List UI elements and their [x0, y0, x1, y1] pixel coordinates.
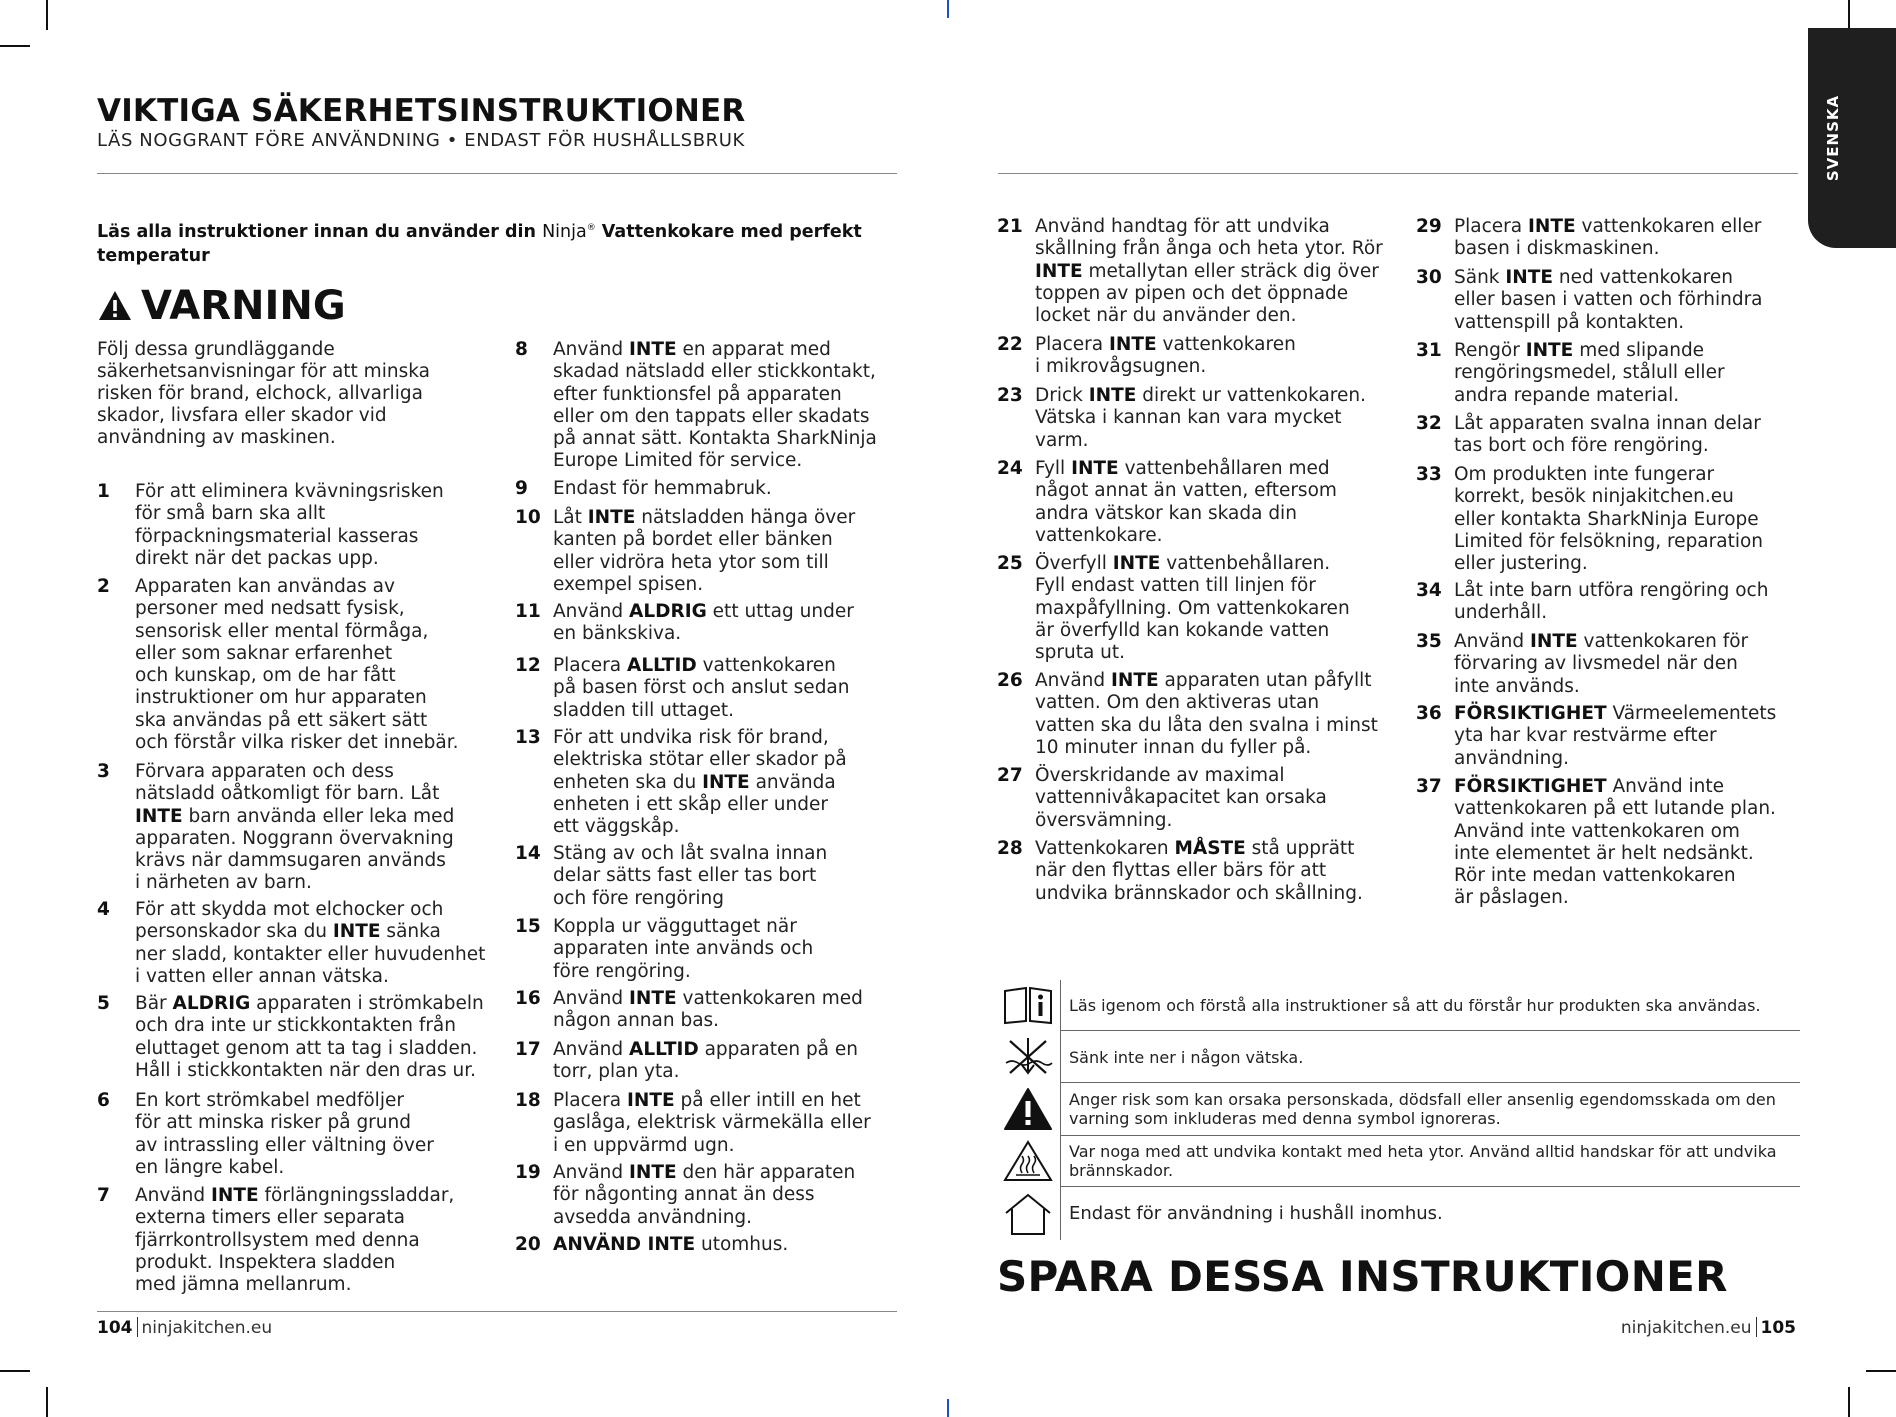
- instruction-text: Använd INTE vattenkokaren för förvaring av livsmedel när den inte används.: [1454, 631, 1749, 697]
- symbol-row: [998, 1137, 1800, 1185]
- instruction-text: För att skydda mot elchocker och personskador ska du INTE sänka ner sladd, kontakter eller huvudenhet i vatten eller annan vätska.: [135, 899, 486, 987]
- instruction-item: [515, 478, 935, 500]
- instruction-number: 11: [515, 601, 541, 622]
- symbol-table-divider: [1060, 1030, 1800, 1031]
- page-title: VIKTIGA SÄKERHETSINSTRUKTIONER: [97, 93, 746, 129]
- save-instructions-heading: SPARA DESSA INSTRUKTIONER: [997, 1252, 1728, 1301]
- instruction-item: [1416, 631, 1836, 698]
- instruction-text: Endast för hemmabruk.: [553, 478, 772, 499]
- instruction-number: 29: [1416, 216, 1442, 237]
- instruction-item: [997, 334, 1417, 379]
- instruction-text: Om produkten inte fungerar korrekt, besök ninjakitchen.eu eller kontakta SharkNinja Europe Limited för felsökning, reparation eller justering.: [1454, 464, 1764, 575]
- instruction-text: ANVÄND INTE utomhus.: [553, 1234, 789, 1255]
- instruction-number: 15: [515, 916, 541, 937]
- instruction-text: Placera ALLTID vattenkokaren på basen först och anslut sedan sladden till uttaget.: [553, 655, 850, 721]
- instruction-item: [1416, 580, 1836, 625]
- instruction-item: [97, 899, 537, 988]
- instruction-text: Låt inte barn utföra rengöring och underhåll.: [1454, 580, 1769, 624]
- instruction-number: 4: [97, 899, 110, 920]
- instruction-text: Bär ALDRIG apparaten i strömkabeln och dra inte ur stickkontakten från eluttaget genom att ta tag i sladden. Håll i stickkontakten när den dras ur.: [135, 993, 484, 1081]
- instruction-item: [997, 553, 1417, 664]
- symbol-row: [998, 1188, 1800, 1240]
- instruction-number: 31: [1416, 340, 1442, 361]
- footer-left: [97, 1317, 272, 1338]
- symbol-description: Endast för användning i hushåll inomhus.: [1069, 1203, 1443, 1224]
- instruction-number: 9: [515, 478, 528, 499]
- instruction-text: Låt INTE nätsladden hänga över kanten på bordet eller bänken eller vidröra heta ytor som till exempel spisen.: [553, 507, 856, 595]
- instruction-text: FÖRSIKTIGHET Värmeelementets yta har kvar restvärme efter användning.: [1454, 703, 1777, 769]
- instruction-number: 33: [1416, 464, 1442, 485]
- instruction-item: [97, 993, 537, 1082]
- instruction-number: 16: [515, 988, 541, 1009]
- instruction-text: Använd INTE förlängningssladdar, externa timers eller separata fjärrkontrollsystem med denna produkt. Inspektera sladden med jämna mellanrum.: [135, 1185, 455, 1296]
- page-subtitle: LÄS NOGGRANT FÖRE ANVÄNDNING • ENDAST FÖR HUSHÅLLSBRUK: [97, 130, 745, 151]
- instruction-text: Koppla ur vägguttaget när apparaten inte används och före rengöring.: [553, 916, 814, 982]
- instruction-item: [997, 458, 1417, 547]
- instruction-item: [515, 988, 935, 1033]
- instruction-number: 36: [1416, 703, 1442, 724]
- instruction-number: 8: [515, 339, 528, 360]
- divider: [998, 173, 1798, 174]
- instruction-text: Rengör INTE med slipande rengöringsmedel, stålull eller andra repande material.: [1454, 340, 1725, 406]
- instruction-text: FÖRSIKTIGHET Använd inte vattenkokaren på ett lutande plan. Använd inte vattenkokaren om inte elementet är helt nedsänkt. Rör inte medan vattenkokaren är påslagen.: [1454, 776, 1776, 909]
- instruction-item: [997, 216, 1417, 327]
- instruction-text: Placera INTE vattenkokaren eller basen i diskmaskinen.: [1454, 216, 1762, 260]
- instruction-number: 20: [515, 1234, 541, 1255]
- instruction-item: [515, 1234, 935, 1256]
- instruction-text: Sänk INTE ned vattenkokaren eller basen i vatten och förhindra vattenspill på kontakten.: [1454, 267, 1763, 333]
- instruction-number: 12: [515, 655, 541, 676]
- instruction-number: 3: [97, 761, 110, 782]
- instruction-number: 24: [997, 458, 1023, 479]
- symbol-row: [998, 1033, 1800, 1081]
- instruction-text: Överskridande av maximal vattennivåkapacitet kan orsaka översvämning.: [1035, 765, 1327, 831]
- instruction-number: 30: [1416, 267, 1442, 288]
- instruction-number: 1: [97, 481, 110, 502]
- symbol-description: Anger risk som kan orsaka personskada, dödsfall eller ansenlig egendomsskada om den varning som inkluderas med denna symbol ignoreras.: [1069, 1090, 1776, 1128]
- instruction-number: 26: [997, 670, 1023, 691]
- instruction-item: [515, 1162, 935, 1229]
- instruction-item: [97, 481, 537, 570]
- instruction-text: Låt apparaten svalna innan delar tas bort och före rengöring.: [1454, 413, 1761, 457]
- instruction-item: [515, 916, 935, 983]
- footer-website: ninjakitchen.eu: [1620, 1318, 1752, 1338]
- instruction-item: [97, 1090, 537, 1179]
- warning-triangle-icon: [97, 289, 133, 323]
- instruction-number: 10: [515, 507, 541, 528]
- symbol-row: [998, 1085, 1800, 1133]
- instruction-text: Använd ALDRIG ett uttag under en bänkskiva.: [553, 601, 854, 645]
- symbol-description: Var noga med att undvika kontakt med heta ytor. Använd alltid handskar för att undvika brännskador.: [1069, 1142, 1777, 1180]
- page-number: 104: [97, 1318, 133, 1338]
- instruction-item: [515, 727, 935, 838]
- instruction-text: Förvara apparaten och dess nätsladd oåtkomligt för barn. Låt INTE barn använda eller leka med apparaten. Noggrann övervakning krävs när dammsugaren används i närheten av barn.: [135, 761, 455, 894]
- crop-mark: [46, 0, 48, 30]
- instruction-number: 6: [97, 1090, 110, 1111]
- symbol-description: Sänk inte ner i någon vätska.: [1069, 1048, 1304, 1067]
- instruction-item: [1416, 464, 1836, 575]
- instruction-item: [1416, 413, 1836, 458]
- instruction-number: 22: [997, 334, 1023, 355]
- symbol-description: Läs igenom och förstå alla instruktioner så att du förstår hur produkten ska användas.: [1069, 996, 1761, 1015]
- center-fold-mark: [947, 0, 949, 18]
- instruction-text: Placera INTE på eller intill en het gaslåga, elektrisk värmekälla eller i en uppvärmd ugn.: [553, 1090, 871, 1156]
- crop-mark: [1866, 1370, 1896, 1372]
- instruction-number: 34: [1416, 580, 1442, 601]
- center-fold-mark: [947, 1399, 949, 1417]
- instruction-text: För att undvika risk för brand, elektriska stötar eller skador på enheten ska du INTE använda enheten i ett skåp eller under ett väggskåp.: [553, 727, 847, 838]
- instruction-text: Använd INTE den här apparaten för någonting annat än dess avsedda användning.: [553, 1162, 856, 1228]
- instruction-item: [515, 507, 935, 596]
- instruction-number: 21: [997, 216, 1023, 237]
- page-number: 105: [1760, 1318, 1796, 1338]
- divider: [97, 173, 897, 174]
- instruction-item: [997, 765, 1417, 832]
- instruction-item: [515, 655, 935, 722]
- instruction-number: 27: [997, 765, 1023, 786]
- instruction-number: 25: [997, 553, 1023, 574]
- hot-surface-icon: [1002, 1139, 1054, 1183]
- instruction-text: Stäng av och låt svalna innan delar sätts fast eller tas bort och före rengöring: [553, 843, 828, 909]
- instruction-number: 2: [97, 576, 110, 597]
- instruction-number: 32: [1416, 413, 1442, 434]
- symbol-table-divider: [1060, 1186, 1800, 1187]
- instruction-item: [1416, 776, 1836, 910]
- intro-text: Läs alla instruktioner innan du använder din Ninja® Vattenkokare med perfekt temperatur: [97, 221, 862, 266]
- instruction-item: [97, 576, 537, 754]
- instruction-number: 19: [515, 1162, 541, 1183]
- instruction-number: 14: [515, 843, 541, 864]
- crop-mark: [1848, 1387, 1850, 1417]
- instruction-number: 28: [997, 838, 1023, 859]
- instruction-item: [1416, 267, 1836, 334]
- symbol-table-divider: [1060, 1082, 1800, 1083]
- symbol-row: [998, 982, 1800, 1028]
- instruction-text: Använd INTE en apparat med skadad nätsladd eller stickkontakt, efter funktionsfel på apparaten eller om den tappats eller skadats på annat sätt. Kontakta SharkNinja Europe Limited för service.: [553, 339, 877, 472]
- instruction-text: Drick INTE direkt ur vattenkokaren. Vätska i kannan kan vara mycket varm.: [1035, 385, 1366, 451]
- read-manual-icon: [1002, 985, 1054, 1025]
- footer-website: ninjakitchen.eu: [141, 1318, 273, 1338]
- crop-mark: [0, 1370, 30, 1372]
- crop-mark: [0, 45, 30, 47]
- instruction-text: För att eliminera kvävningsrisken för små barn ska allt förpackningsmaterial kasseras direkt när det packas upp.: [135, 481, 444, 569]
- symbol-table-divider: [1060, 1135, 1800, 1136]
- instruction-text: Använd handtag för att undvika skållning från ånga och heta ytor. Rör INTE metallytan eller sträck dig över toppen av pipen och det öppnade locket när du använder den.: [1035, 216, 1383, 327]
- instruction-item: [515, 601, 935, 646]
- instruction-number: 5: [97, 993, 110, 1014]
- instruction-item: [515, 1039, 935, 1084]
- instruction-text: Fyll INTE vattenbehållaren med något annat än vatten, eftersom andra vätskor kan skada din vattenkokare.: [1035, 458, 1337, 546]
- instruction-number: 23: [997, 385, 1023, 406]
- instruction-number: 37: [1416, 776, 1442, 797]
- instruction-item: [515, 339, 935, 473]
- instruction-item: [997, 670, 1417, 759]
- instruction-number: 7: [97, 1185, 110, 1206]
- instruction-text: En kort strömkabel medföljer för att minska risker på grund av intrassling eller vältning över en längre kabel.: [135, 1090, 434, 1178]
- warning-paragraph: Följ dessa grundläggande säkerhetsanvisningar för att minska risken för brand, elchock, allvarliga skador, livsfara eller skador vid användning av maskinen.: [97, 339, 430, 448]
- instruction-number: 18: [515, 1090, 541, 1111]
- instruction-number: 35: [1416, 631, 1442, 652]
- household-indoor-icon: [1002, 1191, 1054, 1237]
- instruction-item: [515, 843, 935, 910]
- instruction-item: [997, 385, 1417, 452]
- instruction-text: Använd ALLTID apparaten på en torr, plan yta.: [553, 1039, 859, 1083]
- instruction-text: Placera INTE vattenkokaren i mikrovågsugnen.: [1035, 334, 1296, 378]
- warning-heading: VARNING: [97, 283, 346, 329]
- instruction-item: [97, 1185, 537, 1296]
- instruction-item: [1416, 340, 1836, 407]
- instruction-text: Överfyll INTE vattenbehållaren. Fyll endast vatten till linjen för maxpåfyllning. Om vattenkokaren är överfylld kan kokande vatten spruta ut.: [1035, 553, 1350, 664]
- crop-mark: [46, 1387, 48, 1417]
- instruction-text: Använd INTE vattenkokaren med någon annan bas.: [553, 988, 863, 1032]
- language-tab-label: SVENSKA: [1824, 94, 1842, 182]
- instruction-number: 13: [515, 727, 541, 748]
- footer-right: [1620, 1317, 1796, 1338]
- crop-mark: [1848, 0, 1850, 30]
- warning-icon: [1003, 1087, 1053, 1131]
- footer-divider: [97, 1311, 897, 1312]
- instruction-number: 17: [515, 1039, 541, 1060]
- instruction-text: Använd INTE apparaten utan påfyllt vatten. Om den aktiveras utan vatten ska du låta den svalna i minst 10 minuter innan du fyller på.: [1035, 670, 1378, 758]
- instruction-item: [1416, 216, 1836, 261]
- do-not-immerse-icon: [1002, 1035, 1054, 1079]
- instruction-item: [997, 838, 1417, 905]
- instruction-item: [515, 1090, 935, 1157]
- instruction-item: [97, 761, 537, 895]
- instruction-item: [1416, 703, 1836, 770]
- instruction-text: Apparaten kan användas av personer med nedsatt fysisk, sensorisk eller mental förmåga, eller som saknar erfarenhet och kunskap, om de har fått instruktioner om hur apparaten ska användas på ett säkert sätt och förstår vilka risker det innebär.: [135, 576, 459, 754]
- instruction-text: Vattenkokaren MÅSTE stå upprätt när den flyttas eller bärs för att undvika brännskador och skållning.: [1035, 838, 1363, 904]
